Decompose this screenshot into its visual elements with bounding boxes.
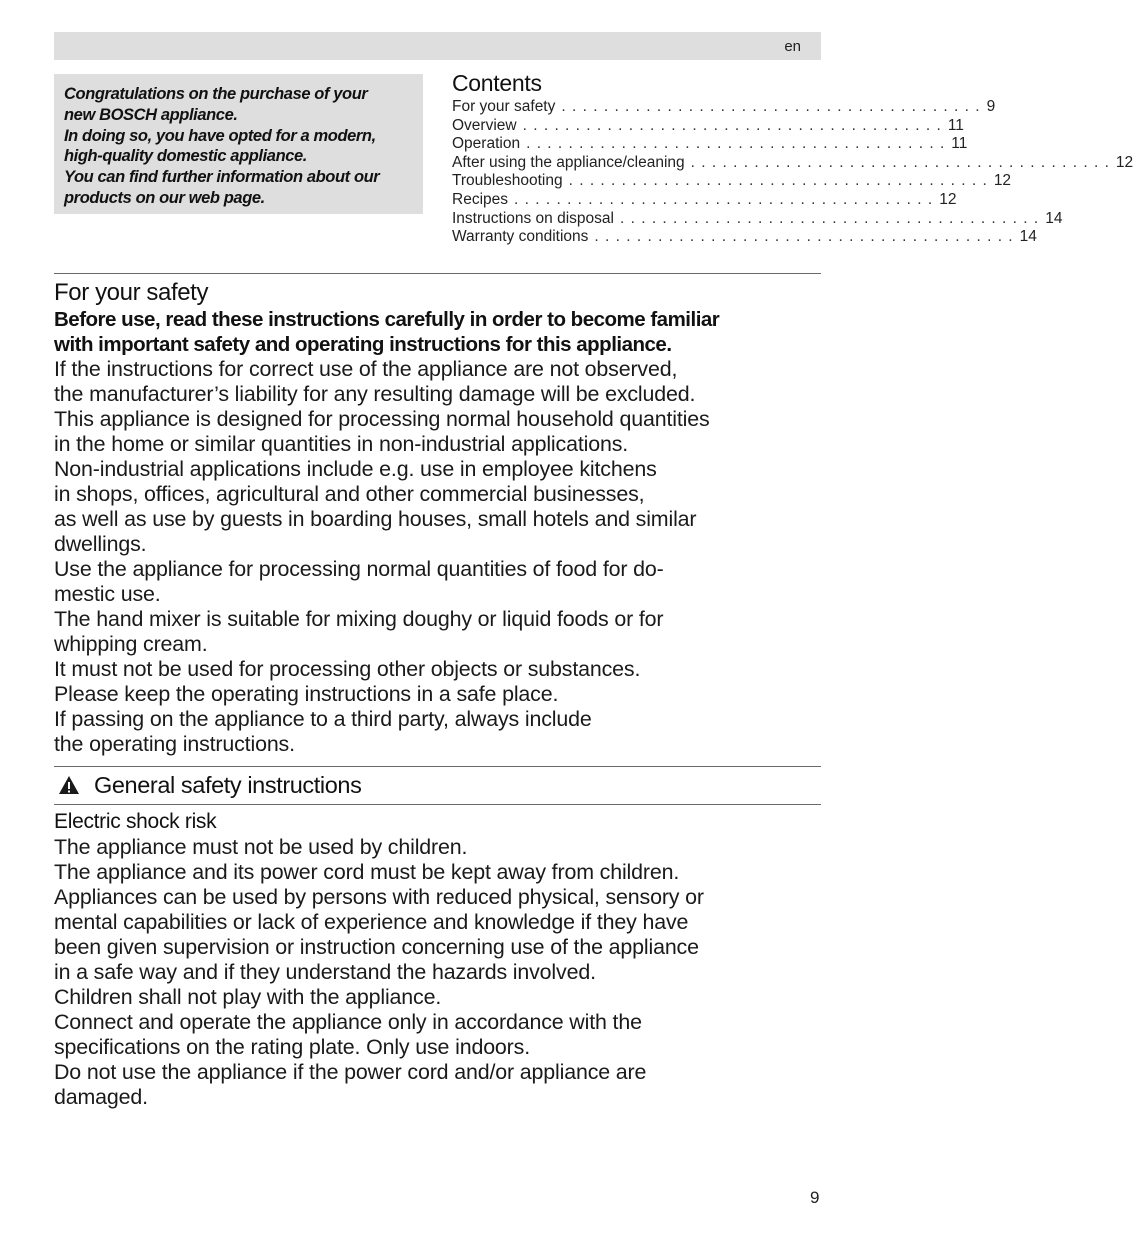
toc-leader-dots: . . . . . . . . . . . . . . . . . . . . . . . . . . . . . . . . . . . . . . . . (619, 209, 1040, 227)
safety-text-line: dwellings. (54, 532, 147, 556)
electric-text-line: Connect and operate the appliance only in accordance with the (54, 1010, 642, 1034)
safety-text-line: in shops, offices, agricultural and other commercial businesses, (54, 482, 645, 506)
intro-line: You can find further information about our (64, 168, 380, 187)
safety-text-line: the operating instructions. (54, 732, 295, 756)
intro-line: new BOSCH appliance. (64, 105, 238, 124)
electric-text-line: Children shall not play with the appliance. (54, 985, 442, 1009)
toc-entry-label: Troubleshooting (452, 172, 563, 190)
electric-text-line: The appliance and its power cord must be kept away from children. (54, 860, 680, 884)
intro-line: high-quality domestic appliance. (64, 147, 307, 166)
toc-entry-label: Recipes (452, 190, 508, 208)
toc-leader-dots: . . . . . . . . . . . . . . . . . . . . . . . . . . . . . . . . . . . . . . . . (594, 228, 1014, 246)
electric-text-line: Appliances can be used by persons with reduced physical, sensory or (54, 885, 704, 909)
electric-shock-title: Electric shock risk (54, 810, 217, 833)
toc-entry-label: Warranty conditions (452, 228, 589, 246)
safety-text-line: Non-industrial applications include e.g. use in employee kitchens (54, 457, 657, 481)
safety-text-line: If the instructions for correct use of the appliance are not observed, (54, 357, 678, 381)
safety-text-line: Use the appliance for processing normal quantities of food for do- (54, 557, 664, 581)
toc-entry-troubleshooting[interactable] (452, 172, 1012, 191)
language-bar (54, 32, 821, 60)
toc-leader-dots: . . . . . . . . . . . . . . . . . . . . . . . . . . . . . . . . . . . . . . . . (522, 116, 942, 134)
electric-text-line: Do not use the appliance if the power cord and/or appliance are (54, 1060, 647, 1084)
toc-entry-page: 9 (986, 98, 996, 115)
toc-leader-dots: . . . . . . . . . . . . . . . . . . . . . . . . . . . . . . . . . . . . . . . . (526, 135, 946, 153)
general-safety-heading (58, 771, 361, 799)
electric-text-line: in a safe way and if they understand the hazards involved. (54, 960, 596, 984)
section-divider (54, 804, 821, 805)
toc-entry-page: 12 (1115, 153, 1133, 171)
intro-line: Congratulations on the purchase of your (64, 85, 368, 103)
safety-text-line: the manufacturer’s liability for any resulting damage will be excluded. (54, 382, 696, 406)
safety-section (54, 307, 844, 757)
electric-text-line: specifications on the rating plate. Only use indoors. (54, 1035, 530, 1059)
toc-entry-label: Operation (452, 135, 521, 153)
safety-text-line: whipping cream. (54, 632, 208, 656)
toc-leader-dots: . . . . . . . . . . . . . . . . . . . . . . . . . . . . . . . . . . . . . . . . (561, 98, 981, 115)
toc-entry-page: 11 (951, 135, 968, 153)
language-code: en (784, 38, 801, 55)
toc-entry-operation[interactable] (452, 135, 968, 154)
contents-title: Contents (452, 70, 542, 96)
toc-leader-dots: . . . . . . . . . . . . . . . . . . . . . . . . . . . . . . . . . . . . . . . . (568, 172, 988, 190)
toc-entry-label: For your safety (452, 98, 556, 115)
toc-entry-page: 14 (1045, 209, 1063, 227)
electric-text-line: mental capabilities or lack of experience and knowledge if they have (54, 910, 689, 934)
toc-entry-page: 12 (939, 190, 957, 208)
safety-text-line: This appliance is designed for processing normal household quantities (54, 407, 710, 431)
toc-entry-label: Overview (452, 116, 517, 134)
section-divider (54, 273, 821, 274)
electric-text-line: The appliance must not be used by children. (54, 835, 468, 859)
toc-entry-recipes[interactable] (452, 190, 957, 210)
safety-intro-line: with important safety and operating instructions for this appliance. (54, 333, 672, 356)
safety-text-line: It must not be used for processing other objects or substances. (54, 657, 641, 681)
toc-entry-label: Instructions on disposal (452, 209, 614, 227)
general-safety-title: General safety instructions (94, 772, 362, 798)
electric-shock-section (54, 808, 844, 1110)
intro-line: products on our web page. (64, 188, 265, 207)
intro-box (54, 74, 423, 214)
safety-intro-line: Before use, read these instructions carefully in order to become familiar (54, 308, 720, 331)
toc-entry-for-your-safety[interactable] (452, 98, 996, 117)
warning-icon (58, 775, 80, 795)
toc-leader-dots: . . . . . . . . . . . . . . . . . . . . . . . . . . . . . . . . . . . . . . . . (514, 190, 934, 208)
safety-text-line: as well as use by guests in boarding houses, small hotels and similar (54, 507, 697, 531)
toc-entry-warranty[interactable] (452, 228, 1037, 247)
toc-leader-dots: . . . . . . . . . . . . . . . . . . . . . . . . . . . . . . . . . . . . . . . . (690, 153, 1110, 171)
toc-entry-page: 14 (1019, 228, 1037, 246)
safety-text-line: The hand mixer is suitable for mixing doughy or liquid foods or for (54, 607, 664, 631)
section-title-safety: For your safety (54, 279, 209, 306)
intro-line: In doing so, you have opted for a modern, (64, 126, 376, 145)
safety-text-line: mestic use. (54, 582, 161, 606)
safety-text-line: in the home or similar quantities in non-industrial applications. (54, 432, 629, 456)
safety-text-line: Please keep the operating instructions in a safe place. (54, 682, 559, 706)
toc-entry-page: 12 (993, 172, 1012, 190)
electric-text-line: been given supervision or instruction concerning use of the appliance (54, 935, 699, 959)
toc-entry-label: After using the appliance/cleaning (452, 153, 685, 171)
table-of-contents (452, 68, 1133, 247)
toc-entry-overview[interactable] (452, 116, 964, 136)
safety-text-line: If passing on the appliance to a third party, always include (54, 707, 592, 731)
page-number: 9 (810, 1188, 820, 1207)
electric-text-line: damaged. (54, 1085, 148, 1109)
toc-entry-disposal[interactable] (452, 209, 1063, 229)
section-divider (54, 766, 821, 767)
toc-entry-after-using[interactable] (452, 153, 1133, 173)
toc-entry-page: 11 (947, 116, 964, 134)
